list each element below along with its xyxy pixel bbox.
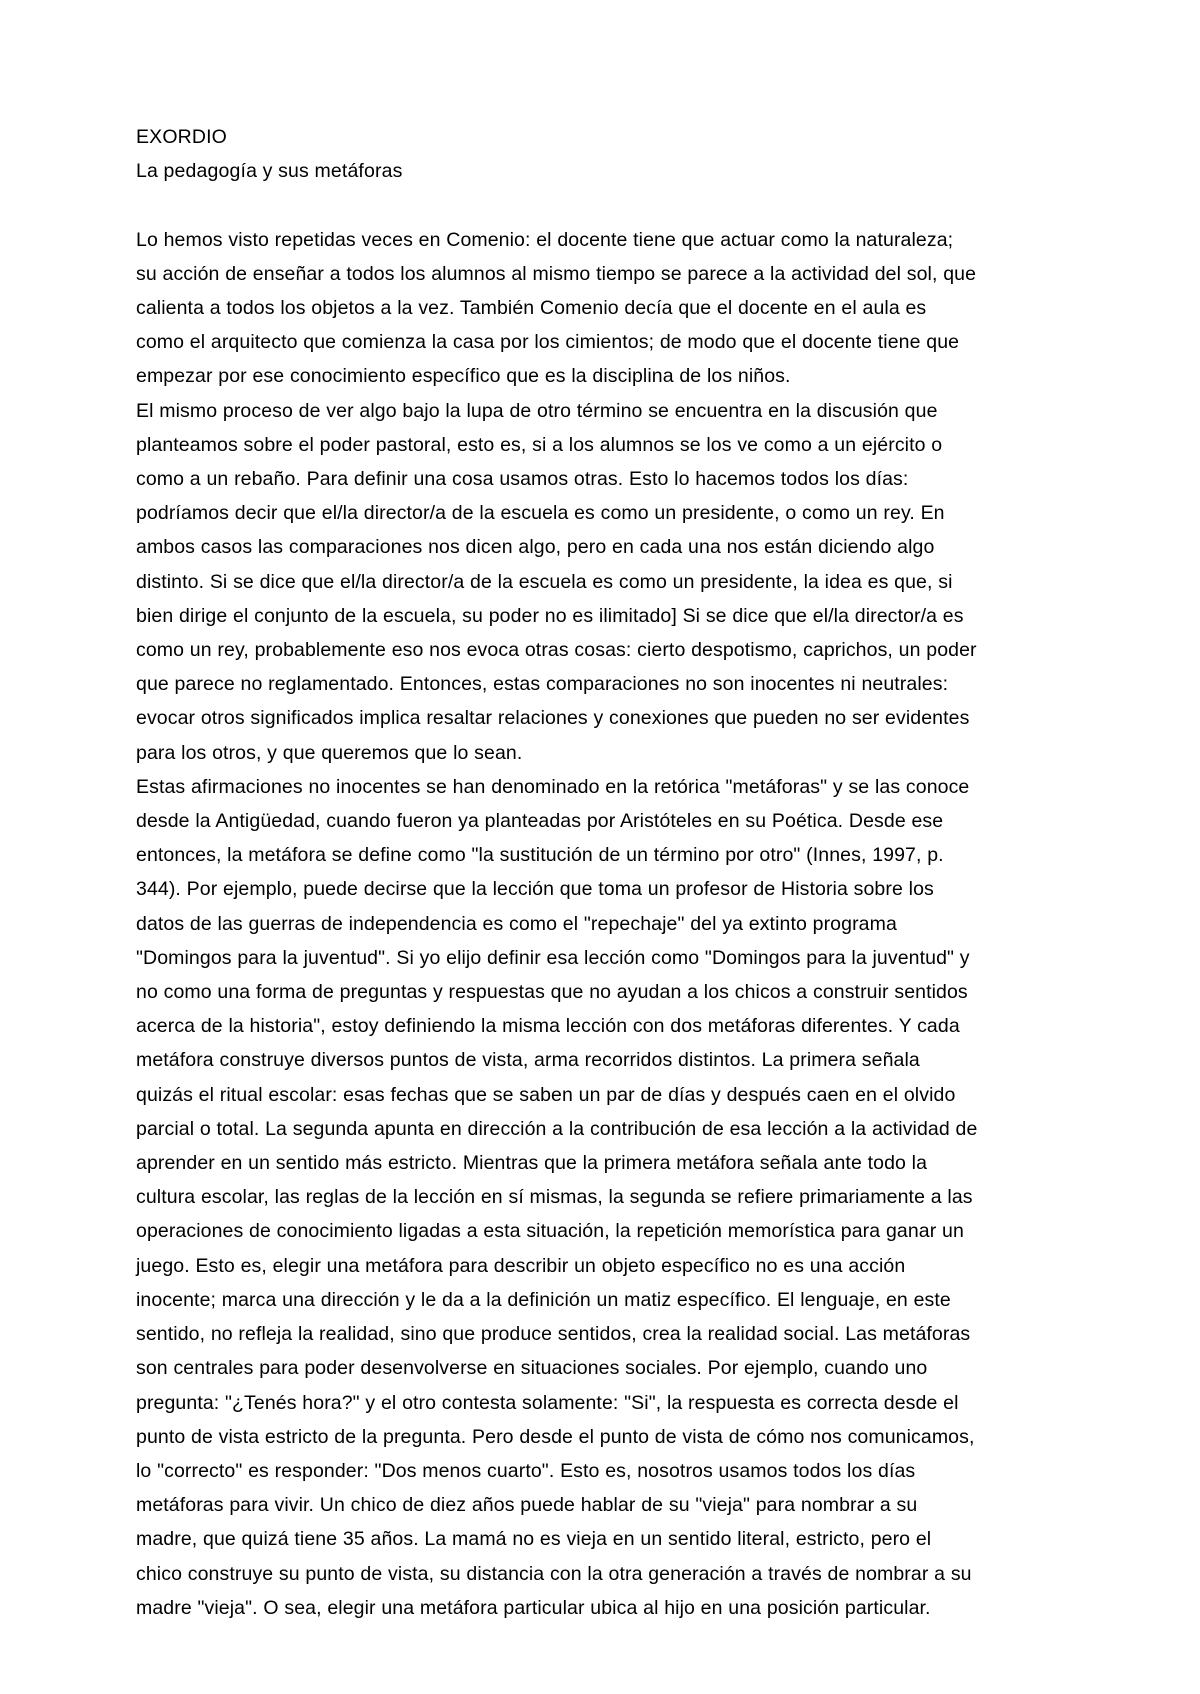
paragraph-3: Estas afirmaciones no inocentes se han denominado en la retórica "metáforas" y se las conoce desde la Antigüedad, cuando fueron ya planteadas por Aristóteles en su Poética. Desde ese entonces, la metáfora se define como "la sustitución de un término por otro" (Innes, 1997, p. 344). Por ejemplo, puede decirse que la lección que toma un profesor de Historia sobre los datos de las guerras de independencia es como el "repechaje" del ya extinto programa "Domingos para la juventud". Si yo elijo definir esa lección como "Domingos para la juventud" y no como una forma de preguntas y respuestas que no ayudan a los chicos a construir sentidos acerca de la historia", estoy definiendo la misma lección con dos metáforas diferentes. Y cada metáfora construye diversos puntos de vista, arma recorridos distintos. La primera señala quizás el ritual escolar: esas fechas que se saben un par de días y después caen en el olvido parcial o total. La segunda apunta en dirección a la contribución de esa lección a la actividad de aprender en un sentido más estricto. Mientras que la primera metáfora señala ante todo la cultura escolar, las reglas de la lección en sí mismas, la segunda se refiere primariamente a las operaciones de conocimiento ligadas a esta situación, la repetición memorística para ganar un juego. Esto es, elegir una metáfora para describir un objeto específico no es una acción inocente; marca una dirección y le da a la definición un matiz específico. El lenguaje, en este sentido, no refleja la realidad, sino que produce sentidos, crea la realidad social. Las metáforas son centrales para poder desenvolverse en situaciones sociales. Por ejemplo, cuando uno pregunta: "¿Tenés hora?" y el otro contesta solamente: "Si", la respuesta es correcta desde el punto de vista estricto de la pregunta. Pero desde el punto de vista de cómo nos comunicamos, lo "correcto" es responder: "Dos menos cuarto". Esto es, nosotros usamos todos los días metáforas para vivir. Un chico de diez años puede hablar de su "vieja" para nombrar a su madre, que quizá tiene 35 años. La mamá no es vieja en un sentido literal, estricto, pero el chico construye su punto de vista, su distancia con la otra generación a través de nombrar a su madre "vieja". O sea, elegir una metáfora particular ubica al hijo en una posición particular. <box>136 775 978 1619</box>
title-body-spacer <box>136 188 978 222</box>
paragraph-2: El mismo proceso de ver algo bajo la lupa de otro término se encuentra en la discusión que planteamos sobre el poder pastoral, esto es, si a los alumnos se los ve como a un ejército o como a un rebaño. Para definir una cosa usamos otras. Esto lo hacemos todos los días: podríamos decir que el/la director/a de la escuela es como un presidente, o como un rey. En ambos casos las comparaciones nos dicen algo, pero en cada una nos están diciendo algo distinto. Si se dice que el/la director/a de la escuela es como un presidente, la idea es que, si bien dirige el conjunto de la escuela, su poder no es ilimitado] Si se dice que el/la director/a es como un rey, probablemente eso nos evoca otras cosas: cierto despotismo, caprichos, un poder que parece no reglamentado. Entonces, estas comparaciones no son inocentes ni neutrales: evocar otros significados implica resaltar relaciones y conexiones que pueden no ser evidentes para los otros, y que queremos que lo sean. <box>136 399 977 764</box>
document-title-exordio: EXORDIO <box>136 126 227 148</box>
document-subtitle: La pedagogía y sus metáforas <box>136 160 403 183</box>
document-text-block <box>136 120 978 1625</box>
paragraph-1: Lo hemos visto repetidas veces en Comenio: el docente tiene que actuar como la naturaleza; su acción de enseñar a todos los alumnos al mismo tiempo se parece a la actividad del sol, que calienta a todos los objetos a la vez. También Comenio decía que el docente en el aula es como el arquitecto que comienza la casa por los cimientos; de modo que el docente tiene que empezar por ese conocimiento específico que es la disciplina de los niños. <box>136 228 977 388</box>
